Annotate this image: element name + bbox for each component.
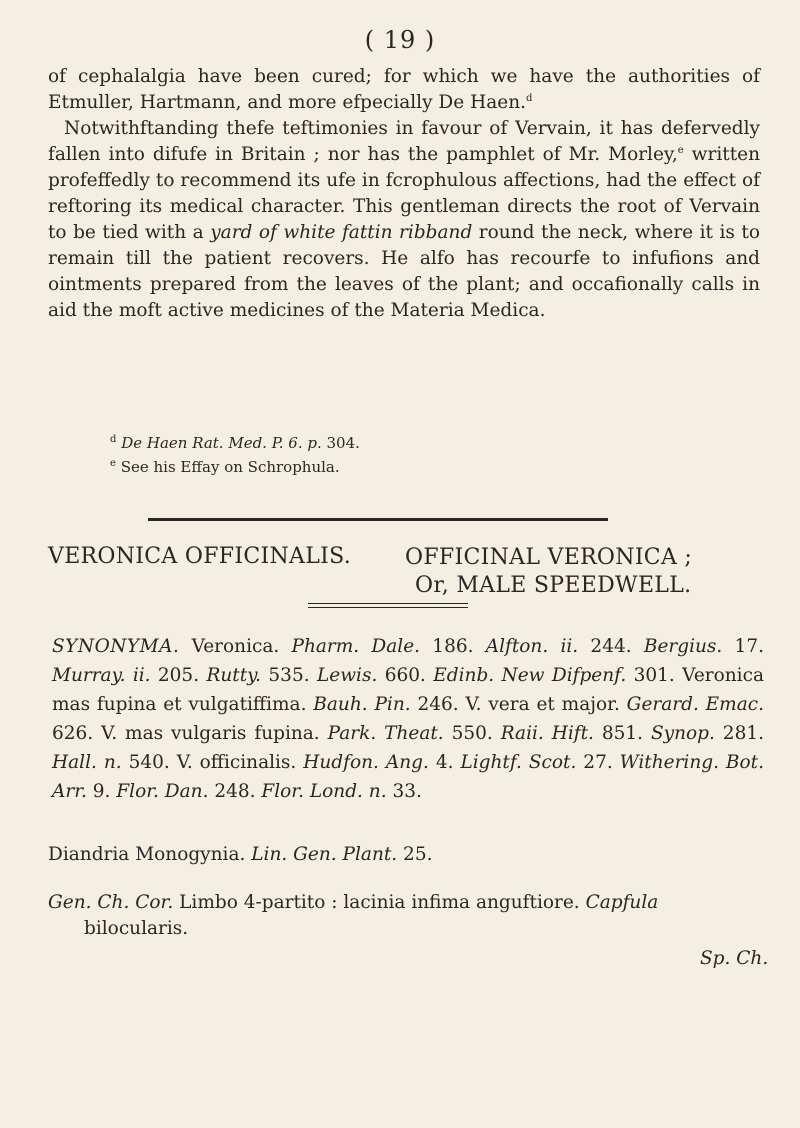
synonyma-text: 27. [576,752,620,773]
section-divider-thick [148,518,608,521]
paragraph-2-text-b: written profeffedly to recommend its ufe in fcrophulous affections, had the effect of reftoring its medical character. This gentleman directs the root of Vervain to be tied with a [48,144,760,243]
synonyma-ref: Edinb. New Difpenf. [433,665,627,686]
synonyma-ref: Synop. [650,723,715,744]
synonyma-text: 246. V. vera et major. [410,694,627,715]
synonyma-text: 248. [208,781,262,802]
synonyma-text: 205. [150,665,207,686]
heading-english-line-1: OFFICINAL VERONICA ; [405,545,693,570]
footnote-d-page: 304. [321,434,360,452]
class-num: 25. [397,844,433,865]
synonyma-ref: Withering. Bot. Arr. [52,752,764,802]
gen-cor-label: Cor. [129,892,174,913]
synonyma-ref: Hall. n. [52,752,122,773]
synonyma-ref: Hudfon. Ang. [303,752,429,773]
catchword: Sp. Ch. [700,948,769,969]
synonyma-ref: Rutty. [206,665,262,686]
gen-ch-capsula: Capfula [585,892,659,913]
synonyma-ref: Bauh. Pin. [313,694,411,715]
gen-ch-text-2: bilocularis. [84,918,189,939]
synonyma-text: 301. Veronica mas fupina et vulgatiffima. [52,665,764,715]
synonyma-text: 17. [722,636,764,657]
class-ref: Lin. Gen. Plant. [251,844,398,865]
body-text [48,64,760,324]
synonyma-text: 660. [377,665,434,686]
heading-underline-1 [308,603,468,604]
synonyma-ref: Park. Theat. [327,723,444,744]
synonyma-text: 535. [261,665,317,686]
synonyma-ref: Flor. Lond. n. [261,781,387,802]
synonyma-ref: Flor. Dan. [116,781,209,802]
paragraph-1 [48,64,760,116]
footnote-d-mark: d [110,434,117,445]
page-number: ( 19 ) [364,26,436,54]
heading-latin-name: VERONICA OFFICINALIS. [48,544,351,569]
synonyma-ref: Raii. Hift. [500,723,594,744]
synonyma-text: 550. [443,723,501,744]
paragraph-2-text-a: Notwithftanding thefe teftimonies in favour of Vervain, it has defervedly fallen into difufe in Britain ; nor has the pamphlet of Mr. Morley, [48,118,760,165]
synonyma-ref: Pharm. Dale. [291,636,421,657]
class-text: Diandria Monogynia. [48,844,252,865]
synonyma-ref: Lightf. Scot. [460,752,577,773]
synonyma-text: Veronica. [179,636,292,657]
synonyma-text: 33. [386,781,422,802]
footnote-d-text: De Haen Rat. Med. P. 6. p. [121,434,322,452]
paragraph-2 [48,116,760,324]
synonyma-ref: Lewis. [316,665,378,686]
footnote-e-text: See his Effay on Schrophula. [115,458,340,476]
footnote-d [110,431,730,455]
synonyma-text: 281. [714,723,764,744]
paragraph-2-text-c: round the neck, where it is to remain till the patient recovers. He alfo has recourfe to infufions and ointments prepared from the leaves of the plant; and occafionally calls in aid the moft active medicines of the Materia Medica. [48,222,760,321]
heading-english-name [405,544,745,600]
paragraph-2-italic: yard of white fattin ribband [210,222,473,243]
heading-english-line-2: Or, MALE SPEEDWELL. [415,573,692,598]
footnote-ref-d: d [526,92,533,104]
footnotes [110,431,730,479]
synonyma-text: 540. V. officinalis. [121,752,304,773]
gen-ch-text: Limbo 4-partito : lacinia infima anguftiore. [173,892,586,913]
synonyma-ref: Alfton. ii. [485,636,579,657]
synonyma-ref: Bergius. [643,636,723,657]
paragraph-1-text: of cephalalgia have been cured; for which we have the authorities of Etmuller, Hartmann, and more efpecially De Haen. [48,66,760,113]
footnote-e [110,455,730,479]
classification-block [48,842,760,950]
synonyma-text: 4. [428,752,461,773]
generic-character [48,890,760,942]
heading-underline-2 [308,607,468,608]
footnote-e-mark: e [110,458,116,469]
synonyma-block [52,632,764,806]
synonyma-text: 626. V. mas vulgaris fupina. [52,723,328,744]
synonyma-text: 851. [593,723,651,744]
synonyma-text: 244. [578,636,644,657]
linnaean-class [48,842,760,868]
synonyma-label: SYNONYMA. [52,636,180,657]
synonyma-ref: Gerard. Emac. [626,694,764,715]
synonyma-ref: Murray. ii. [52,665,151,686]
gen-ch-label: Gen. Ch. [48,892,130,913]
synonyma-text: 9. [86,781,117,802]
synonyma-text: 186. [420,636,486,657]
footnote-ref-e: e [677,144,684,156]
